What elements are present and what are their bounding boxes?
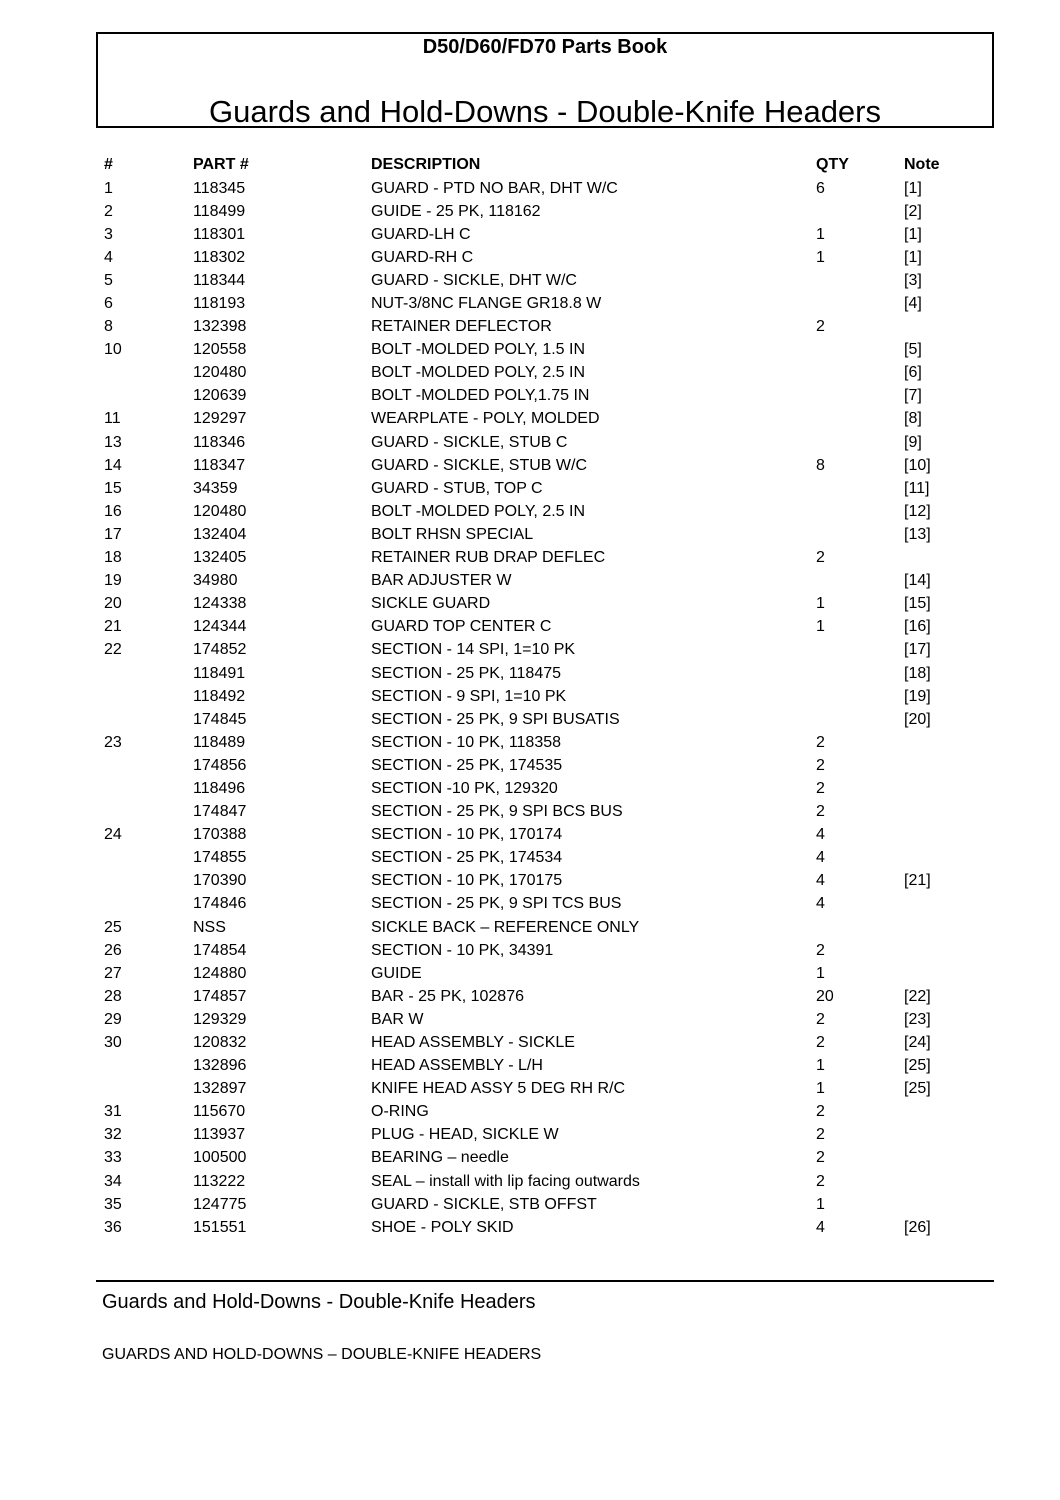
column-header-part-number: PART # xyxy=(193,156,249,173)
table-row xyxy=(104,870,964,893)
cell-qty xyxy=(816,708,904,731)
cell-note: [25] xyxy=(904,1080,931,1098)
column-header-description: DESCRIPTION xyxy=(371,156,481,173)
cell-qty: 2 xyxy=(816,318,825,336)
footer-title: Guards and Hold-Downs - Double-Knife Headers xyxy=(102,1291,536,1313)
cell-qty: 6 xyxy=(816,179,825,197)
cell-qty: 4 xyxy=(816,849,825,867)
cell-note: [15] xyxy=(904,595,931,613)
cell-note: [22] xyxy=(904,987,931,1005)
cell-qty xyxy=(816,385,904,408)
cell-part-number: 34980 xyxy=(193,572,238,590)
table-row xyxy=(104,246,964,269)
cell-qty: 1 xyxy=(816,1057,825,1075)
table-row xyxy=(104,523,964,546)
cell-part-number: 174852 xyxy=(193,641,247,659)
cell-qty: 2 xyxy=(816,803,825,821)
cell-number xyxy=(104,893,193,916)
cell-description: SECTION - 25 PK, 174534 xyxy=(371,849,563,867)
cell-description: GUARD - SICKLE, STB OFFST xyxy=(371,1195,597,1213)
cell-note: [3] xyxy=(904,271,922,289)
cell-qty: 1 xyxy=(816,225,825,243)
table-row xyxy=(104,916,964,939)
cell-number: 14 xyxy=(104,456,122,474)
cell-note: [5] xyxy=(904,341,922,359)
cell-description: GUARD - STUB, TOP C xyxy=(371,479,543,497)
table-row xyxy=(104,570,964,593)
cell-number: 4 xyxy=(104,248,113,266)
cell-part-number: 170390 xyxy=(193,872,247,890)
cell-part-number: 118345 xyxy=(193,179,246,197)
cell-part-number: 132896 xyxy=(193,1057,247,1075)
cell-description: BOLT RHSN SPECIAL xyxy=(371,525,534,543)
cell-description: BAR W xyxy=(371,1010,424,1028)
cell-description: SECTION - 25 PK, 9 SPI BCS BUS xyxy=(371,803,623,821)
cell-note: [20] xyxy=(904,710,931,728)
cell-qty: 4 xyxy=(816,1218,825,1236)
cell-description: HEAD ASSEMBLY - SICKLE xyxy=(371,1034,575,1052)
cell-note: [11] xyxy=(904,479,930,497)
header-box xyxy=(96,32,994,128)
table-row xyxy=(104,754,964,777)
table-row xyxy=(104,824,964,847)
cell-number xyxy=(104,685,193,708)
cell-number: 29 xyxy=(104,1010,122,1028)
cell-qty: 4 xyxy=(816,872,825,890)
cell-description: SECTION - 25 PK, 118475 xyxy=(371,664,562,682)
cell-number: 28 xyxy=(104,987,122,1005)
cell-description: GUARD - PTD NO BAR, DHT W/C xyxy=(371,179,618,197)
cell-part-number: 120480 xyxy=(193,364,247,382)
cell-qty: 8 xyxy=(816,456,825,474)
cell-number: 1 xyxy=(104,179,113,197)
cell-qty: 2 xyxy=(816,733,825,751)
table-row xyxy=(104,847,964,870)
table-row xyxy=(104,1193,964,1216)
cell-description: SECTION - 9 SPI, 1=10 PK xyxy=(371,687,567,705)
footer-divider xyxy=(96,1280,994,1282)
cell-qty xyxy=(816,500,904,523)
cell-number: 5 xyxy=(104,271,113,289)
cell-number: 26 xyxy=(104,941,122,959)
cell-number: 11 xyxy=(104,410,121,428)
table-row xyxy=(104,500,964,523)
table-row xyxy=(104,1147,964,1170)
table-row xyxy=(104,1078,964,1101)
cell-description: SECTION - 10 PK, 34391 xyxy=(371,941,554,959)
cell-qty: 4 xyxy=(816,895,825,913)
cell-number: 27 xyxy=(104,964,122,982)
cell-number: 17 xyxy=(104,525,122,543)
table-row xyxy=(104,477,964,500)
cell-description: SECTION - 25 PK, 9 SPI TCS BUS xyxy=(371,895,622,913)
cell-part-number: 118193 xyxy=(193,295,246,313)
cell-number: 25 xyxy=(104,918,122,936)
cell-description: BOLT -MOLDED POLY,1.75 IN xyxy=(371,387,590,405)
cell-part-number: 118496 xyxy=(193,779,246,797)
cell-note: [19] xyxy=(904,687,931,705)
cell-number: 13 xyxy=(104,433,122,451)
cell-description: PLUG - HEAD, SICKLE W xyxy=(371,1126,559,1144)
cell-qty: 20 xyxy=(816,987,834,1005)
cell-note xyxy=(904,547,964,570)
cell-note: [9] xyxy=(904,433,922,451)
cell-part-number: 120558 xyxy=(193,341,247,359)
page-title: Guards and Hold-Downs - Double-Knife Headers xyxy=(209,94,881,129)
cell-note: [14] xyxy=(904,572,931,590)
cell-description: RETAINER DEFLECTOR xyxy=(371,318,552,336)
cell-note xyxy=(904,824,964,847)
footer-caption: GUARDS AND HOLD-DOWNS – DOUBLE-KNIFE HEADERS xyxy=(102,1346,542,1363)
cell-note xyxy=(904,777,964,800)
cell-qty xyxy=(816,200,904,223)
cell-qty xyxy=(816,362,904,385)
table-row xyxy=(104,616,964,639)
cell-qty: 2 xyxy=(816,1172,825,1190)
cell-note xyxy=(904,1170,964,1193)
cell-note xyxy=(904,893,964,916)
cell-qty xyxy=(816,292,904,315)
table-row xyxy=(104,777,964,800)
cell-note: [1] xyxy=(904,179,922,197)
cell-part-number: 113937 xyxy=(193,1126,246,1144)
cell-qty xyxy=(816,477,904,500)
cell-part-number: 100500 xyxy=(193,1149,247,1167)
cell-description: SECTION - 14 SPI, 1=10 PK xyxy=(371,641,576,659)
cell-description: WEARPLATE - POLY, MOLDED xyxy=(371,410,600,428)
cell-description: GUIDE - 25 PK, 118162 xyxy=(371,202,541,220)
cell-qty: 1 xyxy=(816,1195,825,1213)
cell-note: [1] xyxy=(904,225,922,243)
cell-description: BOLT -MOLDED POLY, 1.5 IN xyxy=(371,341,585,359)
cell-qty: 1 xyxy=(816,248,825,266)
cell-description: HEAD ASSEMBLY - L/H xyxy=(371,1057,543,1075)
cell-part-number: 124880 xyxy=(193,964,247,982)
table-row xyxy=(104,177,964,200)
cell-number: 23 xyxy=(104,733,122,751)
cell-part-number: 170388 xyxy=(193,826,247,844)
cell-note xyxy=(904,801,964,824)
cell-note xyxy=(904,847,964,870)
cell-description: BAR ADJUSTER W xyxy=(371,572,512,590)
cell-description: SECTION -10 PK, 129320 xyxy=(371,779,558,797)
cell-part-number: 115670 xyxy=(193,1103,246,1121)
cell-part-number: 129297 xyxy=(193,410,247,428)
cell-qty: 1 xyxy=(816,1080,825,1098)
cell-note: [26] xyxy=(904,1218,931,1236)
cell-description: GUARD - SICKLE, STUB W/C xyxy=(371,456,588,474)
cell-part-number: NSS xyxy=(193,918,226,936)
cell-qty: 2 xyxy=(816,1149,825,1167)
cell-part-number: 124775 xyxy=(193,1195,247,1213)
cell-part-number: 174857 xyxy=(193,987,247,1005)
cell-number: 3 xyxy=(104,225,113,243)
cell-number: 32 xyxy=(104,1126,122,1144)
cell-note: [4] xyxy=(904,295,922,313)
cell-part-number: 118492 xyxy=(193,687,246,705)
cell-description: GUARD - SICKLE, DHT W/C xyxy=(371,271,577,289)
cell-number: 35 xyxy=(104,1195,122,1213)
table-row xyxy=(104,1101,964,1124)
table-row xyxy=(104,662,964,685)
cell-part-number: 174854 xyxy=(193,941,247,959)
cell-qty xyxy=(816,408,904,431)
cell-qty: 2 xyxy=(816,549,825,567)
cell-description: GUIDE xyxy=(371,964,422,982)
cell-qty xyxy=(816,523,904,546)
cell-number: 18 xyxy=(104,549,122,567)
cell-number: 16 xyxy=(104,502,122,520)
cell-note: [21] xyxy=(904,872,931,890)
table-row xyxy=(104,1170,964,1193)
cell-number: 6 xyxy=(104,295,113,313)
table-row xyxy=(104,593,964,616)
cell-number: 34 xyxy=(104,1172,122,1190)
cell-qty: 2 xyxy=(816,1034,825,1052)
cell-number: 15 xyxy=(104,479,122,497)
cell-description: O-RING xyxy=(371,1103,429,1121)
cell-number: 8 xyxy=(104,318,113,336)
cell-description: KNIFE HEAD ASSY 5 DEG RH R/C xyxy=(371,1080,625,1098)
cell-description: GUARD - SICKLE, STUB C xyxy=(371,433,568,451)
cell-note: [23] xyxy=(904,1010,931,1028)
cell-qty xyxy=(816,662,904,685)
table-row xyxy=(104,962,964,985)
cell-description: SICKLE GUARD xyxy=(371,595,491,613)
cell-description: GUARD-LH C xyxy=(371,225,471,243)
cell-part-number: 113222 xyxy=(193,1172,246,1190)
cell-number xyxy=(104,1078,193,1101)
cell-description: GUARD-RH C xyxy=(371,248,474,266)
table-row xyxy=(104,339,964,362)
table-row xyxy=(104,547,964,570)
cell-part-number: 174847 xyxy=(193,803,247,821)
cell-description: SECTION - 10 PK, 170175 xyxy=(371,872,563,890)
cell-description: SECTION - 25 PK, 174535 xyxy=(371,756,563,774)
cell-part-number: 118302 xyxy=(193,248,246,266)
cell-part-number: 174846 xyxy=(193,895,247,913)
table-row xyxy=(104,1124,964,1147)
cell-number xyxy=(104,847,193,870)
cell-number xyxy=(104,708,193,731)
column-header-number: # xyxy=(104,156,113,173)
cell-part-number: 174845 xyxy=(193,710,247,728)
cell-note: [18] xyxy=(904,664,931,682)
cell-part-number: 118344 xyxy=(193,271,246,289)
cell-note: [7] xyxy=(904,387,922,405)
cell-description: SECTION - 10 PK, 170174 xyxy=(371,826,563,844)
cell-qty xyxy=(816,685,904,708)
table-row xyxy=(104,1008,964,1031)
cell-qty: 1 xyxy=(816,964,825,982)
table-row xyxy=(104,939,964,962)
table-row xyxy=(104,385,964,408)
table-row xyxy=(104,639,964,662)
column-header-qty: QTY xyxy=(816,156,849,173)
cell-part-number: 129329 xyxy=(193,1010,247,1028)
cell-part-number: 124338 xyxy=(193,595,247,613)
cell-description: NUT-3/8NC FLANGE GR18.8 W xyxy=(371,295,602,313)
cell-note xyxy=(904,1147,964,1170)
cell-part-number: 118346 xyxy=(193,433,246,451)
cell-number: 31 xyxy=(104,1103,122,1121)
cell-description: SHOE - POLY SKID xyxy=(371,1218,514,1236)
cell-part-number: 120480 xyxy=(193,502,247,520)
cell-number: 2 xyxy=(104,202,113,220)
cell-note xyxy=(904,939,964,962)
table-row xyxy=(104,269,964,292)
cell-number xyxy=(104,662,193,685)
cell-number xyxy=(104,754,193,777)
cell-part-number: 151551 xyxy=(193,1218,247,1236)
cell-part-number: 120639 xyxy=(193,387,247,405)
cell-part-number: 118301 xyxy=(193,225,246,243)
cell-description: BAR - 25 PK, 102876 xyxy=(371,987,524,1005)
cell-part-number: 132405 xyxy=(193,549,247,567)
cell-note: [12] xyxy=(904,502,931,520)
table-row xyxy=(104,316,964,339)
cell-note xyxy=(904,1101,964,1124)
table-row xyxy=(104,801,964,824)
cell-qty: 2 xyxy=(816,779,825,797)
cell-number: 30 xyxy=(104,1034,122,1052)
cell-part-number: 124344 xyxy=(193,618,247,636)
table-row xyxy=(104,985,964,1008)
cell-note: [17] xyxy=(904,641,931,659)
cell-qty: 2 xyxy=(816,941,825,959)
cell-qty xyxy=(816,269,904,292)
cell-qty: 1 xyxy=(816,595,825,613)
table-row xyxy=(104,1216,964,1239)
cell-part-number: 132404 xyxy=(193,525,247,543)
cell-number xyxy=(104,362,193,385)
cell-part-number: 118499 xyxy=(193,202,246,220)
cell-qty: 4 xyxy=(816,826,825,844)
cell-note: [24] xyxy=(904,1034,931,1052)
cell-number xyxy=(104,777,193,800)
cell-note xyxy=(904,962,964,985)
cell-part-number: 174856 xyxy=(193,756,247,774)
cell-number: 33 xyxy=(104,1149,122,1167)
cell-part-number: 118491 xyxy=(193,664,246,682)
cell-note xyxy=(904,916,964,939)
cell-qty: 2 xyxy=(816,1103,825,1121)
cell-description: RETAINER RUB DRAP DEFLEC xyxy=(371,549,606,567)
cell-part-number: 120832 xyxy=(193,1034,247,1052)
cell-description: SEAL – install with lip facing outwards xyxy=(371,1172,640,1190)
cell-note: [1] xyxy=(904,248,922,266)
cell-part-number: 34359 xyxy=(193,479,238,497)
cell-description: SECTION - 25 PK, 9 SPI BUSATIS xyxy=(371,710,620,728)
cell-note: [25] xyxy=(904,1057,931,1075)
cell-note: [16] xyxy=(904,618,931,636)
cell-description: GUARD TOP CENTER C xyxy=(371,618,552,636)
table-row xyxy=(104,200,964,223)
cell-qty xyxy=(816,339,904,362)
cell-qty: 2 xyxy=(816,756,825,774)
cell-part-number: 132398 xyxy=(193,318,247,336)
cell-description: SICKLE BACK – REFERENCE ONLY xyxy=(371,918,640,936)
cell-qty xyxy=(816,570,904,593)
table-row xyxy=(104,708,964,731)
cell-number: 22 xyxy=(104,641,122,659)
cell-qty xyxy=(816,639,904,662)
cell-qty xyxy=(816,431,904,454)
table-row xyxy=(104,893,964,916)
parts-table xyxy=(104,153,964,1239)
cell-note xyxy=(904,1193,964,1216)
table-row xyxy=(104,431,964,454)
cell-note xyxy=(904,731,964,754)
cell-number: 21 xyxy=(104,618,122,636)
cell-note: [6] xyxy=(904,364,922,382)
cell-number: 20 xyxy=(104,595,122,613)
table-row xyxy=(104,1055,964,1078)
cell-note xyxy=(904,316,964,339)
table-row xyxy=(104,454,964,477)
cell-qty: 2 xyxy=(816,1126,825,1144)
cell-part-number: 118347 xyxy=(193,456,246,474)
parts-table-header-row xyxy=(104,153,964,177)
table-row xyxy=(104,223,964,246)
book-title: D50/D60/FD70 Parts Book xyxy=(422,36,668,58)
cell-note: [13] xyxy=(904,525,931,543)
cell-part-number: 174855 xyxy=(193,849,247,867)
cell-qty: 1 xyxy=(816,618,825,636)
cell-note: [2] xyxy=(904,202,922,220)
cell-part-number: 132897 xyxy=(193,1080,247,1098)
cell-note xyxy=(904,1124,964,1147)
cell-note: [8] xyxy=(904,410,922,428)
parts-table-body xyxy=(104,177,964,1239)
table-row xyxy=(104,685,964,708)
cell-number xyxy=(104,385,193,408)
table-row xyxy=(104,362,964,385)
cell-description: BEARING – needle xyxy=(371,1149,509,1167)
cell-number: 10 xyxy=(104,341,122,359)
cell-part-number: 118489 xyxy=(193,733,246,751)
table-row xyxy=(104,1031,964,1054)
cell-number: 36 xyxy=(104,1218,122,1236)
cell-note: [10] xyxy=(904,456,931,474)
column-header-note: Note xyxy=(904,156,940,173)
table-row xyxy=(104,292,964,315)
cell-description: BOLT -MOLDED POLY, 2.5 IN xyxy=(371,502,585,520)
cell-description: BOLT -MOLDED POLY, 2.5 IN xyxy=(371,364,585,382)
cell-description: SECTION - 10 PK, 118358 xyxy=(371,733,562,751)
cell-qty: 2 xyxy=(816,1010,825,1028)
cell-qty xyxy=(816,916,904,939)
cell-number xyxy=(104,1055,193,1078)
cell-number: 24 xyxy=(104,826,122,844)
table-row xyxy=(104,731,964,754)
table-row xyxy=(104,408,964,431)
cell-number: 19 xyxy=(104,572,122,590)
cell-number xyxy=(104,870,193,893)
cell-number xyxy=(104,801,193,824)
cell-note xyxy=(904,754,964,777)
